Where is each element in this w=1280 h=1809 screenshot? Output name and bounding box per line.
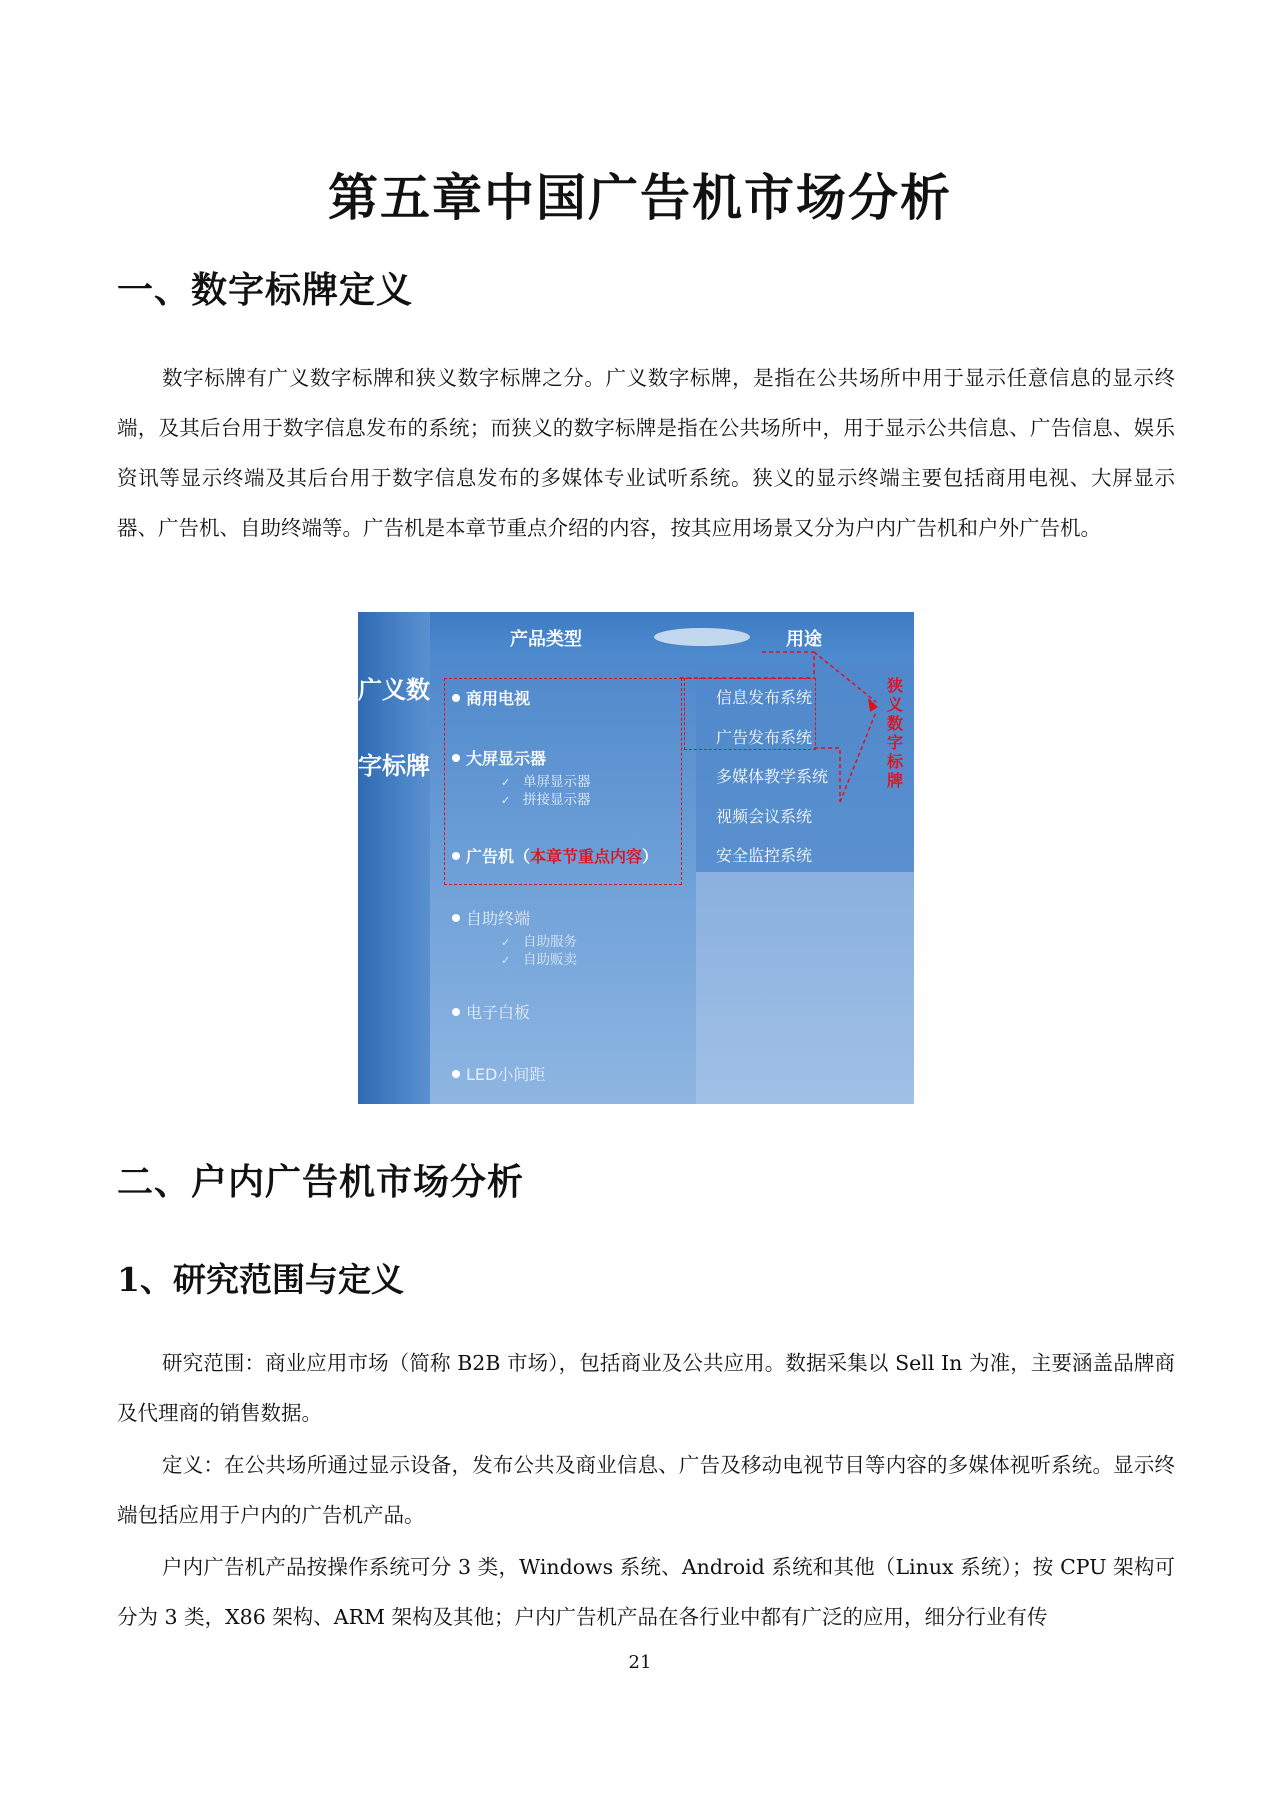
header-product-type: 产品类型 [510, 629, 582, 650]
use-multimedia-teaching: 多媒体教学系统 [716, 767, 829, 786]
section1-paragraph: 数字标牌有广义数字标牌和狭义数字标牌之分。广义数字标牌，是指在公共场所中用于显示任意信息的显示终端，及其后台用于数字信息发布的系统；而狭义的数字标牌是指在公共场所中，用于显示公共信息、广告信息、娱乐资讯等显示终端及其后台用于数字信息发布的多媒体专业试听系统。狭义的显示终端主要包括商用电视、大屏显示器、广告机、自助终端等。广告机是本章节重点介绍的内容，按其应用场景又分为户内广告机和户外广告机。 [117, 366, 1175, 540]
check-icon: ✓ [501, 954, 511, 967]
product-commercial-tv: 商用电视 [452, 686, 530, 709]
check-icon: ✓ [501, 936, 511, 949]
classification-paragraph: 户内广告机产品按操作系统可分 3 类，Windows 系统、Android 系统和其他（Linux 系统）；按 CPU 架构可分为 3 类，X86 架构、ARM 架构及其他；户内广告机产品在各行业中都有广泛的应用，细分行业有传 [117, 1555, 1175, 1629]
use-security-monitoring: 安全监控系统 [716, 846, 813, 865]
dashed-arrows [358, 612, 914, 1104]
focus-highlight: 本章节重点内容 [530, 847, 643, 866]
product-large-display: 大屏显示器 [452, 746, 546, 769]
subsection-heading-1: 1、研究范围与定义 [117, 1260, 404, 1299]
broad-digital-signage-label: 广义数字标牌 [358, 676, 430, 780]
page-number: 21 [628, 1652, 652, 1673]
chapter-title: 第五章中国广告机市场分析 [328, 168, 952, 227]
use-info-release: 信息发布系统 [716, 688, 813, 707]
product-self-service: 自助终端 [452, 906, 530, 929]
product-self-service-sub2: ✓ 自助贩卖 [501, 952, 577, 968]
use-ad-release: 广告发布系统 [716, 728, 813, 747]
product-ad-machine: 广告机（本章节重点内容） [452, 844, 658, 867]
product-single-screen: ✓ 单屏显示器 [501, 774, 591, 790]
narrow-digital-signage-label: 狭义数字标牌 [886, 676, 903, 790]
digital-signage-figure [358, 612, 914, 1104]
product-led: LED小间距 [452, 1062, 545, 1085]
check-icon: ✓ [501, 794, 511, 807]
product-whiteboard: 电子白板 [452, 1000, 530, 1023]
product-spliced-screen: ✓ 拼接显示器 [501, 792, 591, 808]
section-heading-1: 一、数字标牌定义 [117, 269, 414, 311]
definition-paragraph: 定义：在公共场所通过显示设备，发布公共及商业信息、广告及移动电视节目等内容的多媒体视听系统。显示终端包括应用于户内的广告机产品。 [117, 1453, 1175, 1527]
product-self-service-sub1: ✓ 自助服务 [501, 934, 577, 950]
header-use: 用途 [786, 629, 822, 650]
check-icon: ✓ [501, 776, 511, 789]
section-heading-2: 二、户内广告机市场分析 [117, 1161, 525, 1203]
scope-paragraph: 研究范围：商业应用市场（简称 B2B 市场），包括商业及公共应用。数据采集以 Sell In 为准，主要涵盖品牌商及代理商的销售数据。 [117, 1351, 1175, 1425]
use-video-conference: 视频会议系统 [716, 807, 813, 826]
